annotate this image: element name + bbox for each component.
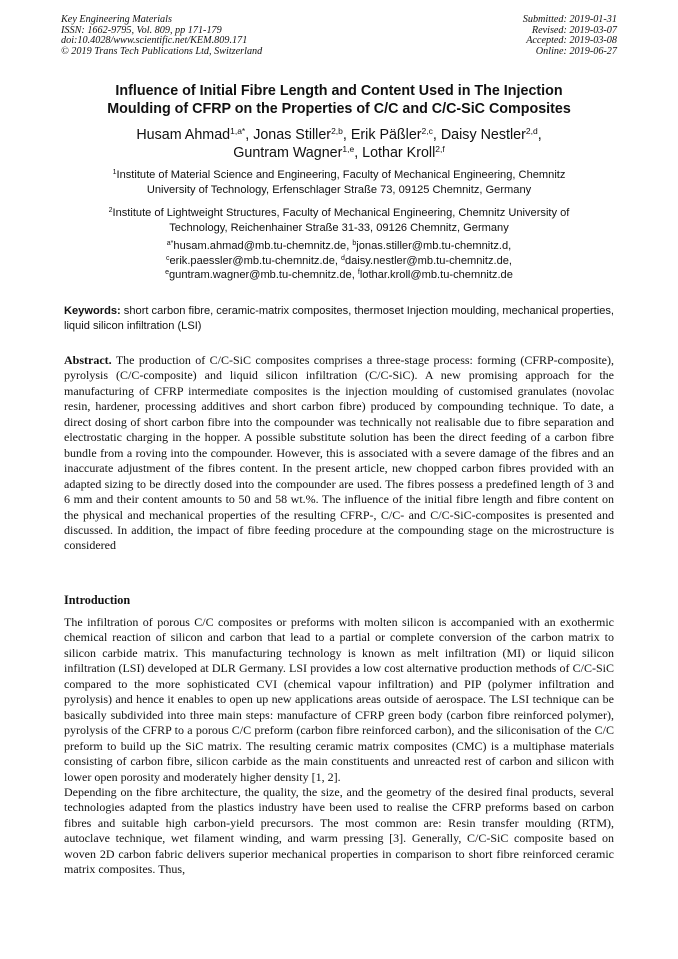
revised-date: Revised: 2019-03-07: [531, 24, 617, 36]
email-list: [72, 239, 606, 283]
author-affiliation-mark: 2,d: [525, 126, 538, 136]
email-address: husam.ahmad@mb.tu-chemnitz.de,: [173, 240, 353, 252]
author-name: Lothar Kroll: [362, 145, 436, 161]
author-affiliation-mark: 2,c: [421, 126, 433, 136]
email-mark: c: [165, 254, 170, 262]
introduction-paragraph-2: Depending on the fibre architecture, the quality, the size, and the geometry of the desired final products, several technologies adapted from the plastics industry have been used to realise the CFRP preforms based on carbon fibres and suitable high carbon-yield precursors. The most common are: Resin transfer moulding (RTM), autoclave technique, wet filament winding, and warm pressing [3]. Generally, C/C-SiC composite based on woven 2D carbon fabric delivers superior mechanical properties in comparison to short fibre reinforced ceramic matrix composites. Thus,: [64, 784, 614, 877]
author-line-2: [40, 144, 638, 162]
author-separator: ,: [354, 145, 363, 161]
affiliation-1-line-2: University of Technology, Erfenschlager Straße 73, 09125 Chemnitz, Germany: [146, 183, 532, 196]
email-address: daisy.nestler@mb.tu-chemnitz.de,: [344, 254, 513, 267]
affiliation-1: [72, 168, 606, 197]
email-line-3: [72, 268, 606, 283]
email-address: jonas.stiller@mb.tu-chemnitz.d,: [356, 240, 512, 252]
introduction-heading: Introduction: [64, 593, 131, 607]
author-separator: ,: [245, 127, 254, 143]
submitted-date: Submitted: 2019-01-31: [522, 14, 617, 25]
affiliation-2-line-2: Technology, Reichenhainer Straße 31-33, 09126 Chemnitz, Germany: [169, 221, 509, 234]
keywords-text: short carbon fibre, ceramic-matrix composites, thermoset Injection moulding, mechanical properties, liquid silicon infiltration (LSI): [64, 305, 614, 332]
introduction-paragraph-1: The infiltration of porous C/C composites or preforms with molten silicon is accompanied with an exothermic chemical reaction of silicon and carbon that lead to a partial or complete conversion of the carbon matrix to silicon carbide matrix. This manufacturing technology is known as melt infiltration (MI) or liquid silicon infiltration (LSI) developed at DLR Germany. LSI provides a low cost alternative production methods of C/C-SiC compared to the more sophisticated CVI (chemical vapour infiltration) and PIP (polymer infiltration and pyrolysis) and hence it enables to open up new applications areas outside of aerospace. The LSI technique can be basically subdivided into three main steps: manufacture of CFRP green body (carbon fibre reinforced polymer), pyrolysis of the CFRP to a porous C/C preform (carbon fibre reinforced carbon), and the siliconisation of the C/C preform to build up the SiC matrix. The resulting ceramic matrix composites (CMC) is a multiphase materials consisting of carbon fibre, silicon carbide as the main constituents and unreacted rest of carbon and silicon with lower open porosity and moderately higher density [1, 2].: [64, 615, 614, 784]
affiliation-text: Institute of Lightweight Structures, Faculty of Mechanical Engineering, Chemnitz University of: [112, 207, 570, 219]
keywords-label: Keywords:: [64, 305, 121, 317]
author-separator: ,: [537, 127, 542, 143]
abstract: [64, 353, 614, 554]
email-address: lothar.kroll@mb.tu-chemnitz.de: [359, 269, 513, 282]
email-mark: f: [357, 269, 360, 277]
author-affiliation-mark: 1,a*: [230, 126, 246, 136]
keywords: [64, 304, 614, 333]
paper-title: [40, 82, 638, 118]
introduction-body: [64, 615, 614, 878]
author-affiliation-mark: 2,f: [435, 144, 445, 154]
email-address: erik.paessler@mb.tu-chemnitz.de,: [169, 254, 342, 267]
author-name: Jonas Stiller: [253, 127, 332, 143]
abstract-label: Abstract.: [64, 353, 112, 367]
email-address: guntram.wagner@mb.tu-chemnitz.de,: [169, 269, 358, 282]
email-mark: d: [341, 254, 345, 262]
author-line-1: [40, 126, 638, 144]
abstract-text: The production of C/C-SiC composites comprises a three-stage process: forming (CFRP-composite), pyrolysis (C/C-composite) and liquid silicon infiltration (C/C-SiC). A new promising approach for the manufacturing of CFRP intermediate composites is the injection moulding of customised granulates (novolac resin, hardener, processing additives and short carbon fibre) produced by compounding technique. To date, a direct dosing of short carbon fibre into the compounder was technically not realisable due to fibre separation and electrostatic charging in the hopper. A possible substitute solution has been the direct feeding of a carbon fibre bundle from a roving into the compounder. However, this is associated with a severe damage of the fibres and an inaccurate adjustment of the fibres content. In the present article, new chopped carbon fibres provided with an adapted sizing to be directly dosed into the compounder are used. The fibres possess a predefined length of 3 and 6 mm and their content amounts to 50 and 58 wt.%. The influence of the initial fibre length and fibre content on the physical and mechanical properties of the resulting CFRP-, C/C- and C/C-SiC-composites is presented and discussed. In addition, the impact of fibre feeding procedure at the compounding stage on the microstructure is considered: [64, 353, 614, 553]
email-mark: b: [352, 240, 357, 247]
journal-info: [61, 15, 262, 57]
author-separator: ,: [432, 127, 441, 143]
affiliation-2-line-1: [72, 206, 606, 221]
author-name: Erik Päßler: [350, 127, 422, 143]
email-line-1: [72, 239, 606, 254]
author-affiliation-mark: 2,b: [331, 126, 343, 136]
author-name: Daisy Nestler: [440, 127, 526, 143]
affiliation-number: 1: [112, 169, 117, 176]
journal-name: Key Engineering Materials: [61, 14, 172, 25]
title-line-1: Influence of Initial Fibre Length and Content Used in The Injection: [115, 83, 563, 99]
issn-line: ISSN: 1662-9795, Vol. 809, pp 171-179: [61, 24, 222, 36]
author-affiliation-mark: 1,e: [342, 144, 355, 154]
copyright-line: © 2019 Trans Tech Publications Ltd, Switzerland: [61, 45, 263, 57]
email-line-2: [72, 254, 606, 269]
affiliation-number: 2: [108, 207, 113, 214]
publication-dates: [523, 15, 617, 57]
author-name: Husam Ahmad: [136, 127, 231, 143]
affiliation-text: Institute of Material Science and Engineering, Faculty of Mechanical Engineering, Chemnitz: [116, 169, 566, 181]
email-mark: a*: [166, 240, 174, 247]
online-date: Online: 2019-06-27: [535, 45, 617, 57]
author-list: [40, 126, 638, 162]
author-name: Guntram Wagner: [233, 145, 343, 161]
affiliation-1-line-1: [72, 168, 606, 183]
accepted-date: Accepted: 2019-03-08: [526, 35, 617, 47]
email-mark: e: [165, 269, 170, 277]
author-separator: ,: [342, 127, 351, 143]
title-line-2: Moulding of CFRP on the Properties of C/C and C/C-SiC Composites: [107, 101, 571, 117]
affiliation-2: [72, 206, 606, 235]
doi-line: doi:10.4028/www.scientific.net/KEM.809.171: [61, 35, 248, 47]
